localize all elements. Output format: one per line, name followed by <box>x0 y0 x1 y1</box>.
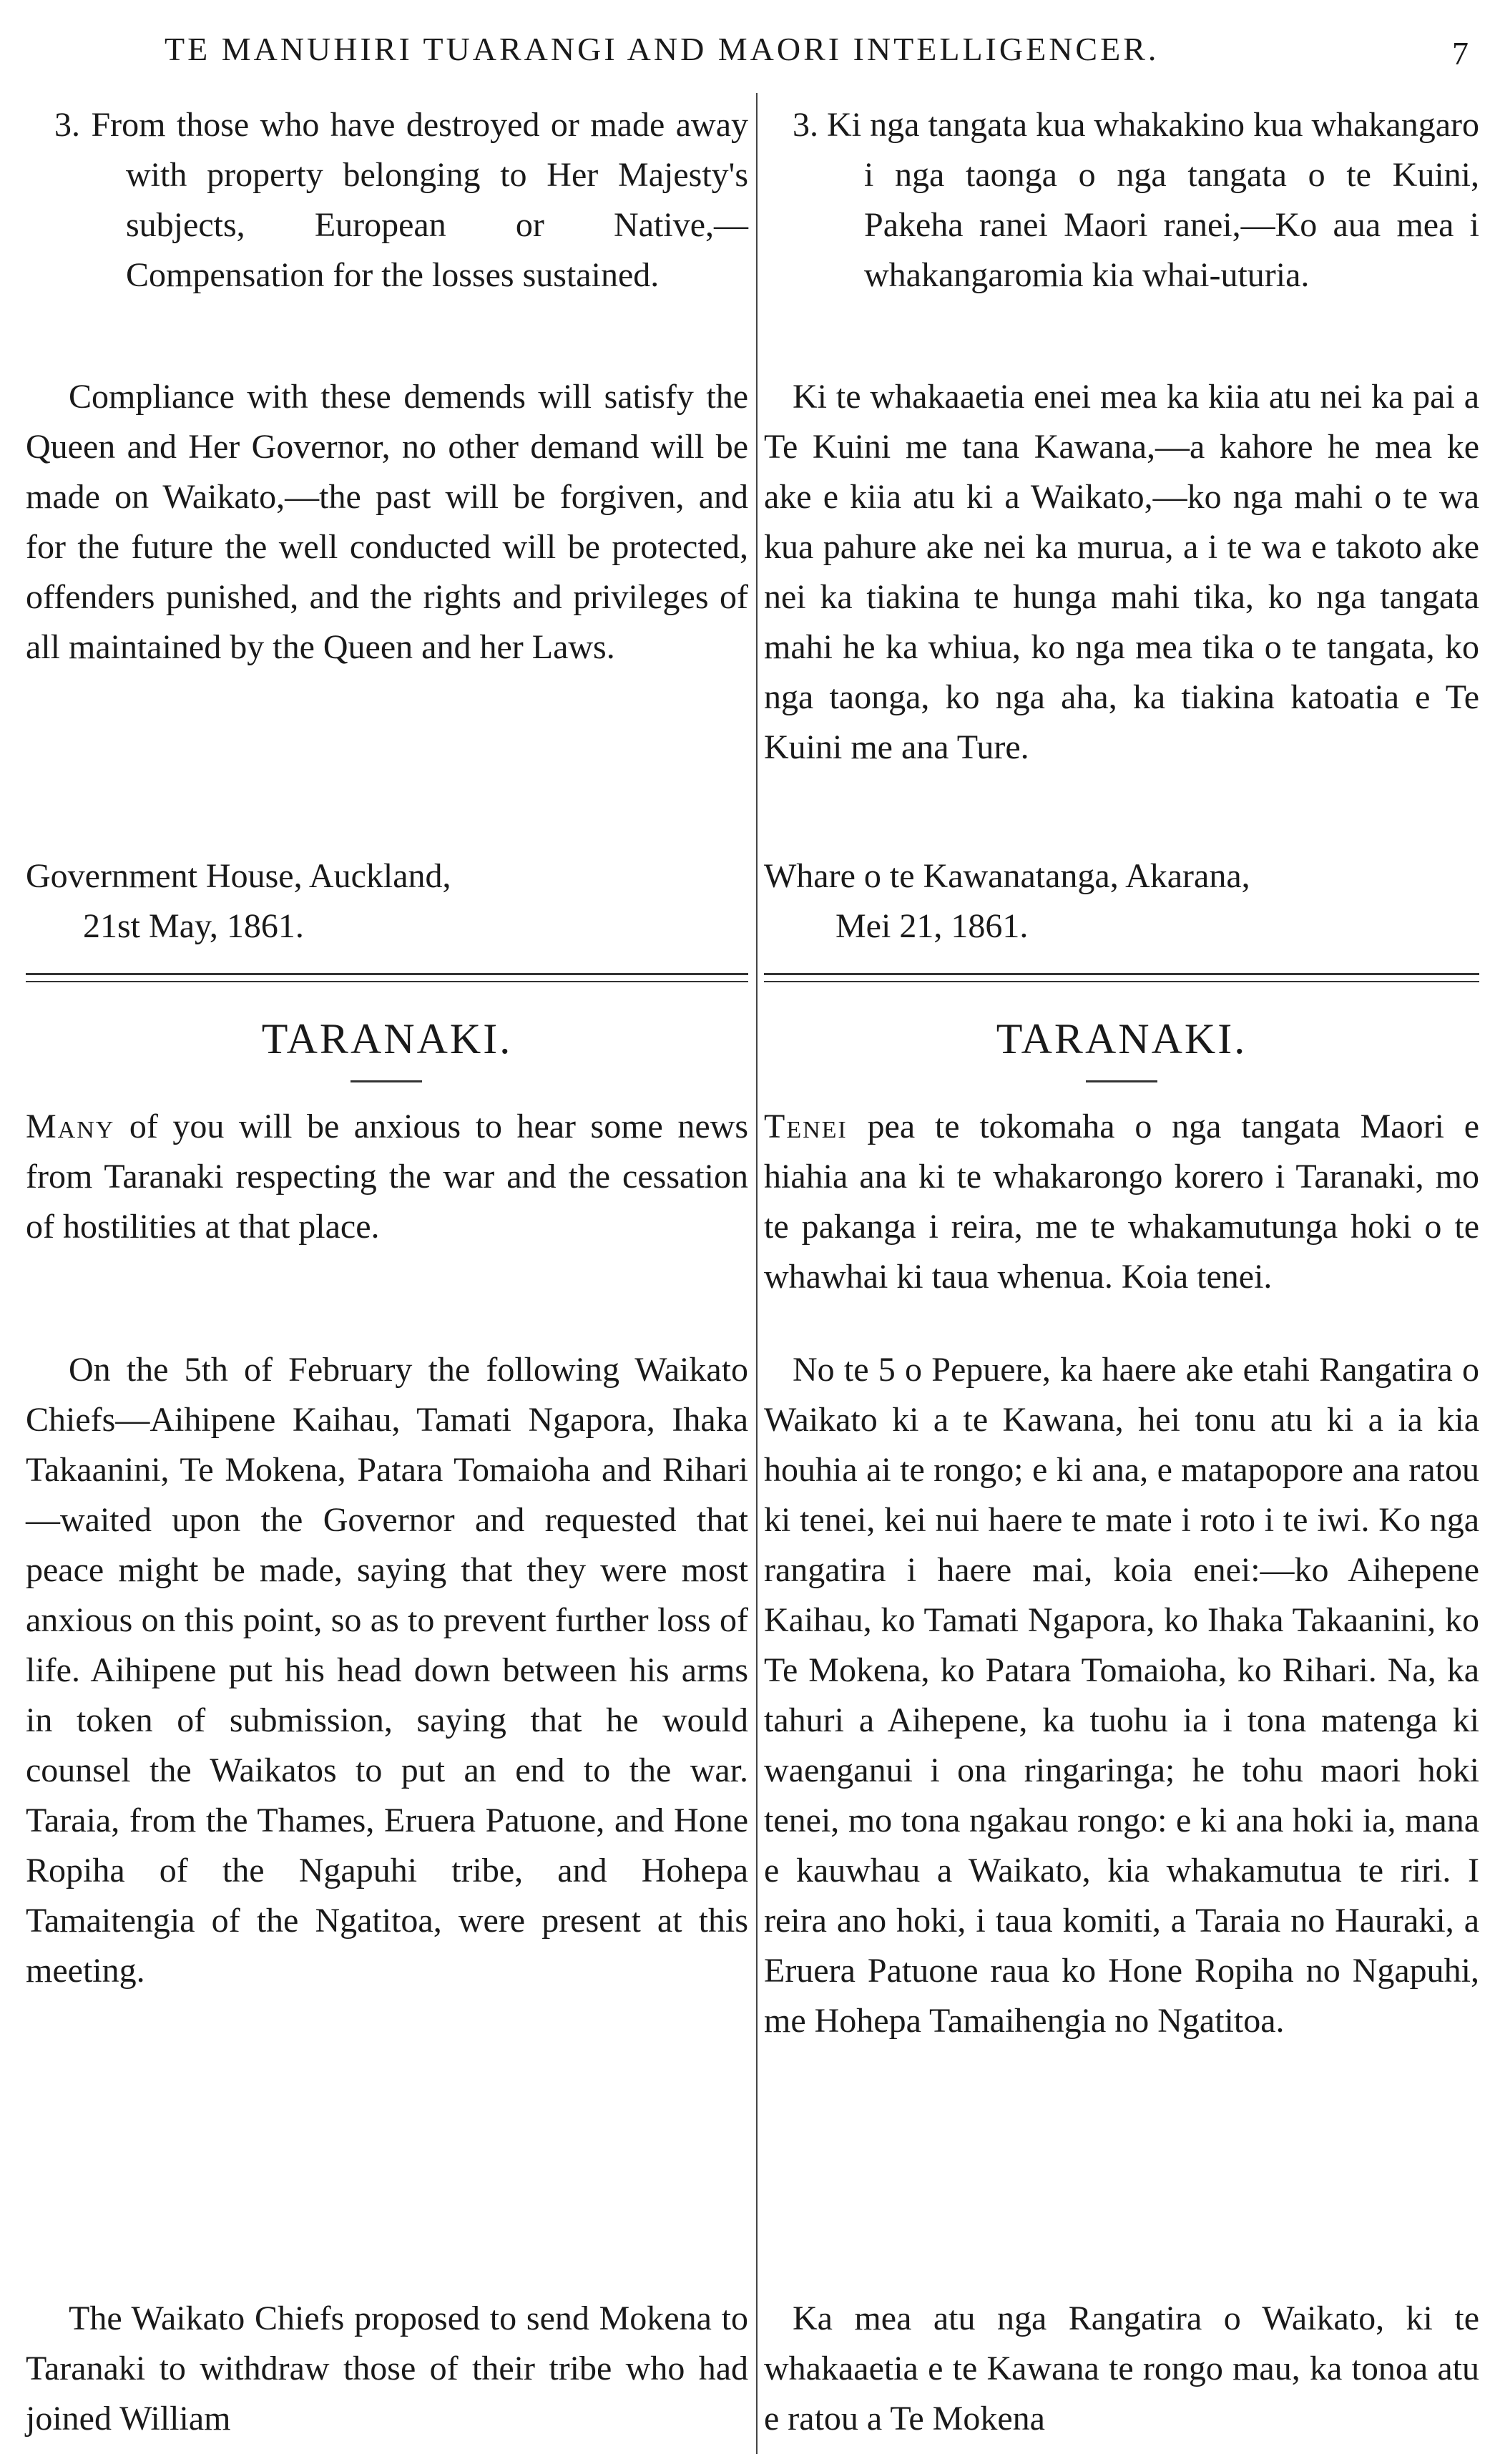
right-section-rule <box>764 973 1479 982</box>
right-signoff-date: Mei 21, 1861. <box>835 907 1029 945</box>
left-signoff <box>26 851 748 952</box>
left-signoff-place: Government House, Auckland, <box>26 857 451 895</box>
left-compliance <box>26 372 748 673</box>
right-signoff-place: Whare o te Kawanatanga, Akarana, <box>764 857 1250 895</box>
page-number: 7 <box>1452 35 1469 72</box>
page-header <box>0 0 1495 79</box>
left-intro <box>26 1102 748 1252</box>
right-february-text: No te 5 o Pepuere, ka haere ake etahi Rangatira o Waikato ki a te Kawana, hei tonu atu ki a ia kia houhia ai te rongo; e ki ana, e matapopore ana ratou ki tenei, kei nui haere te mate i roto i te iwi. Ko nga rangatira i haere mai, koia enei:—ko Aihepene Kaihau, ko Tamati Ngapora, ko Ihaka Takaanini, ko Te Mokena, ko Patara Tomaioha, ko Rihari. Na, ka tahuri a Aihepene, ka tuohu ia i tona matenga ki waenganui i ona ringaringa; he tohu maori hoki tenei, mo tona ngakau rongo: e ki ana hoki ia, mana e kauwhau a Waikato, kia whakamutua te riri. I reira ano hoki, i taua komiti, a Taraia no Hauraki, a Eruera Patuone raua ko Hone Ropiha no Ngapuhi, me Hohepa Tamaihengia no Ngatitoa. <box>764 1351 1479 2040</box>
right-intro-text: pea te tokomaha o nga tangata Maori e hiahia ana ki te whakarongo korero i Taranaki, mo te pakanga i reira, me te whakamutunga hoki o te whawhai ki taua whenua. Koia tenei. <box>764 1108 1480 1296</box>
left-chiefs-paragraph <box>26 2294 748 2444</box>
newspaper-title: TE MANUHIRI TUARANGI AND MAORI INTELLIGENCER. <box>165 31 1160 67</box>
left-chiefs-text: The Waikato Chiefs proposed to send Mokena to Taranaki to withdraw those of their tribe who had joined William <box>26 2299 748 2438</box>
left-intro-text: of you will be anxious to hear some news from Taranaki respecting the war and the cessation of hostilities at that place. <box>26 1108 748 1246</box>
left-item-3 <box>26 100 748 300</box>
right-compliance-text: Ki te whakaaetia enei mea ka kiia atu nei ka pai a Te Kuini me tana Kawana,—a kahore he mea ke ake e kiia atu ki a Waikato,—ko nga mahi o te wa kua pahure ake nei ka murua, a i te wa e takoto ake nei ka tiakina te hunga mahi tika, ko nga tangata mahi he ka whiua, ko nga mea tika o te tangata, ko nga taonga, ko nga aha, ka tiakina katoatia e Te Kuini me ana Ture. <box>764 378 1479 766</box>
right-section-heading: TARANAKI. <box>996 1015 1248 1062</box>
left-february-paragraph <box>26 1345 748 1996</box>
left-section-rule <box>26 973 748 982</box>
right-lead-word: Tenei <box>764 1108 848 1145</box>
left-item-3-text: 3. From those who have destroyed or made away with property belonging to Her Majesty's subjects, European or Native,—Compensation for the losses sustained. <box>54 106 748 294</box>
left-february-text: On the 5th of February the following Waikato Chiefs—Aihipene Kaihau, Tamati Ngapora, Ihaka Takaanini, Te Mokena, Patara Tomaioha and Rihari—waited upon the Governor and requested that peace might be made, saying that they were most anxious on this point, so as to prevent further loss of life. Aihipene put his head down between his arms in token of submission, saying that he would counsel the Waikatos to put an end to the war. Taraia, from the Thames, Eruera Patuone, and Hone Ropiha of the Ngapuhi tribe, and Hohepa Tamaitengia of the Ngatitoa, were present at this meeting. <box>26 1351 748 1990</box>
left-signoff-date: 21st May, 1861. <box>83 907 304 945</box>
right-signoff <box>764 851 1479 952</box>
left-compliance-text: Compliance with these demends will satisfy the Queen and Her Governor, no other demand will be made on Waikato,—the past will be forgiven, and for the future the well conducted will be protected, offenders punished, and the rights and privileges of all maintained by the Queen and her Laws. <box>26 378 748 666</box>
right-item-3 <box>764 100 1479 300</box>
left-section-heading: TARANAKI. <box>261 1015 513 1062</box>
column-divider <box>756 93 758 2454</box>
right-compliance <box>764 372 1479 773</box>
right-chiefs-paragraph <box>764 2294 1479 2444</box>
left-lead-word: Many <box>26 1108 115 1145</box>
left-heading-underline <box>351 1080 422 1082</box>
right-heading-underline <box>1086 1080 1157 1082</box>
right-item-3-text: 3. Ki nga tangata kua whakakino kua whakangaro i nga taonga o nga tangata o te Kuini, Pakeha ranei Maori ranei,—Ko aua mea i whakangaromia kia whai-uturia. <box>793 106 1479 294</box>
right-chiefs-text: Ka mea atu nga Rangatira o Waikato, ki te whakaaetia e te Kawana te rongo mau, ka tonoa atu e ratou a Te Mokena <box>764 2299 1479 2438</box>
right-intro <box>764 1102 1479 1302</box>
right-february-paragraph <box>764 1345 1479 2046</box>
